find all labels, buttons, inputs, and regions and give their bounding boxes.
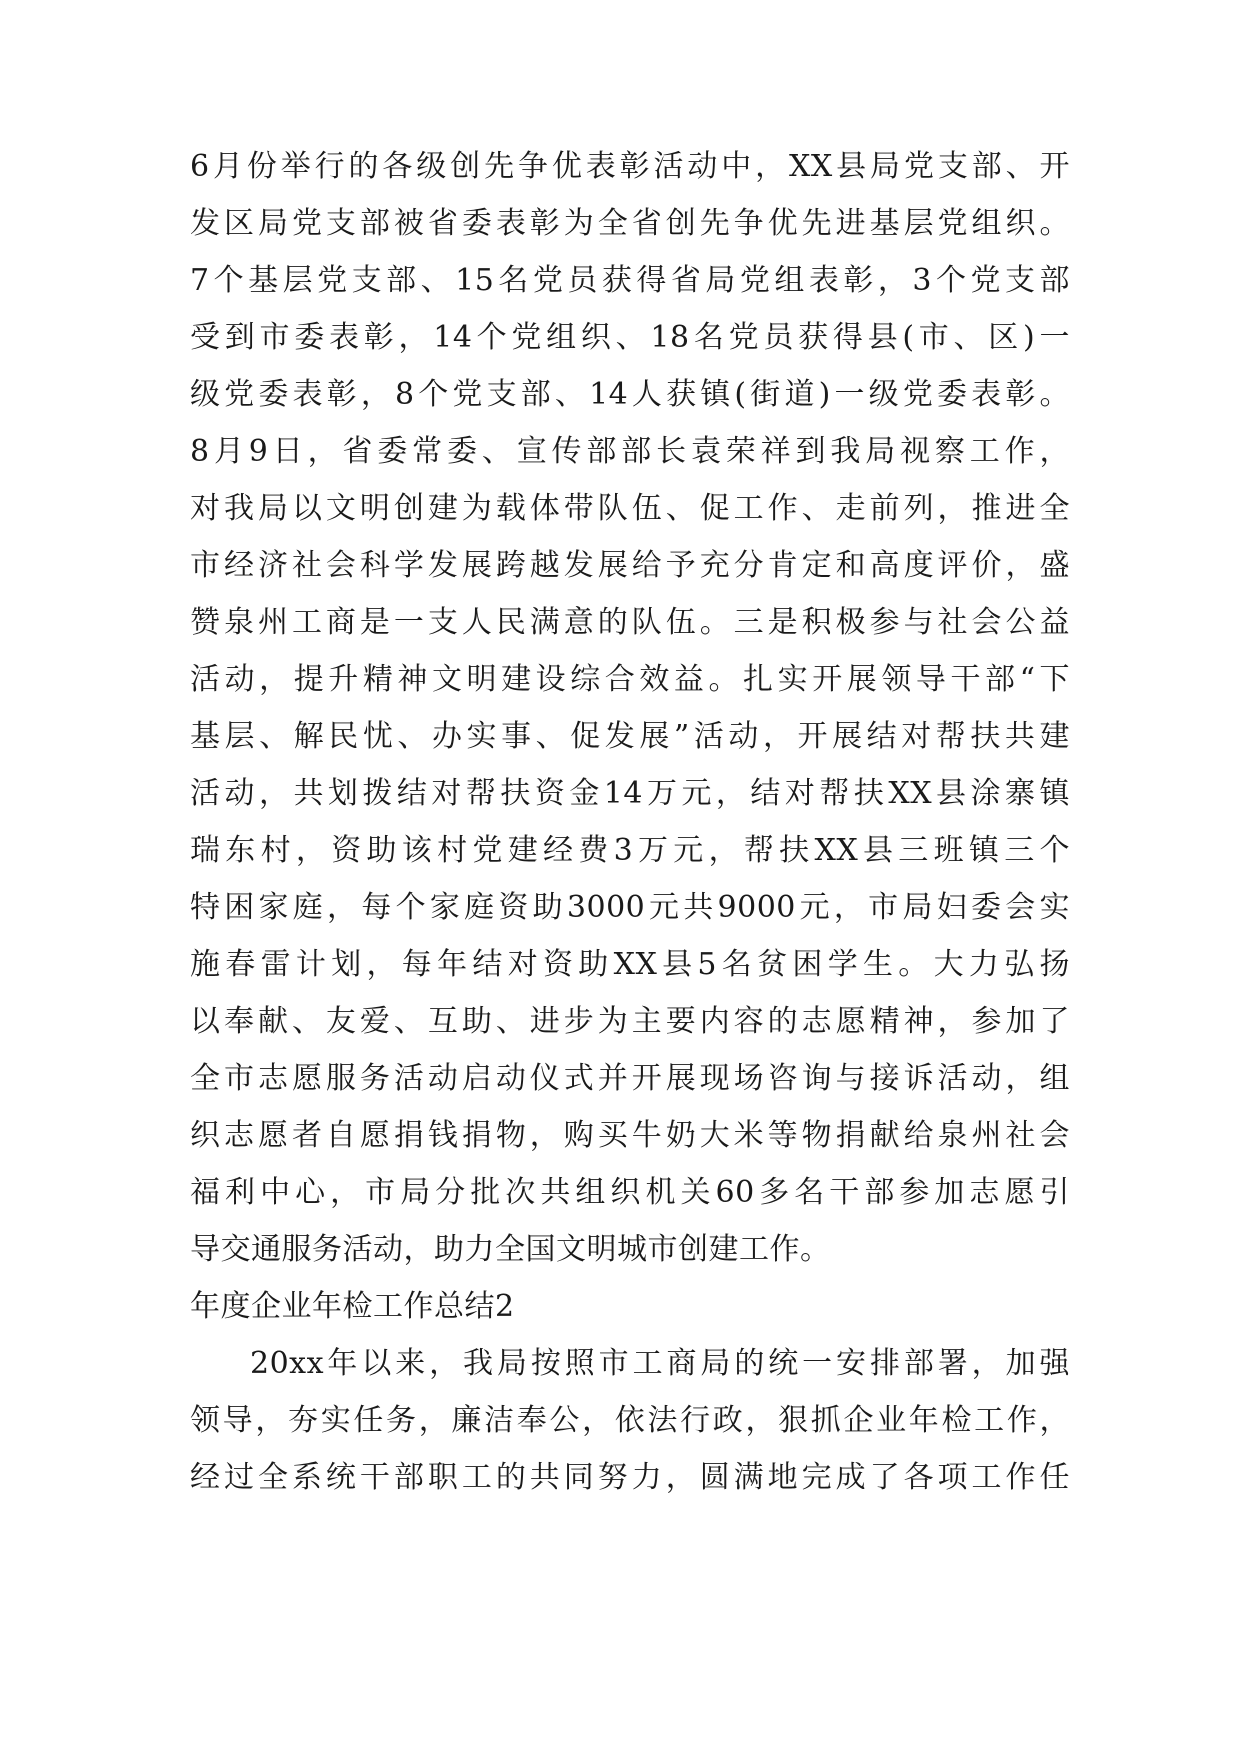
section-heading: 年度企业年检工作总结2 [190, 1289, 515, 1324]
paragraph-line: 8月9日，省委常委、宣传部部长袁荣祥到我局视察工作， [190, 434, 1070, 469]
paragraph-line: 领导，夯实任务，廉洁奉公，依法行政，狠抓企业年检工作， [190, 1403, 1070, 1438]
paragraph-line: 导交通服务活动，助力全国文明城市创建工作。 [190, 1232, 831, 1267]
paragraph-line: 基层、解民忧、办实事、促发展”活动，开展结对帮扶共建 [190, 719, 1070, 754]
paragraph-line: 瑞东村，资助该村党建经费3万元，帮扶XX县三班镇三个 [190, 833, 1070, 868]
paragraph-line: 织志愿者自愿捐钱捐物，购买牛奶大米等物捐献给泉州社会 [190, 1118, 1070, 1153]
paragraph-line: 以奉献、友爱、互助、进步为主要内容的志愿精神，参加了 [190, 1004, 1070, 1039]
paragraph-line: 经过全系统干部职工的共同努力，圆满地完成了各项工作任 [190, 1460, 1070, 1495]
paragraph-line: 受到市委表彰，14个党组织、18名党员获得县(市、区)一 [190, 320, 1070, 355]
paragraph-line: 6月份举行的各级创先争优表彰活动中，XX县局党支部、开 [190, 149, 1070, 184]
paragraph-line: 福利中心，市局分批次共组织机关60多名干部参加志愿引 [190, 1175, 1070, 1210]
paragraph-line: 7个基层党支部、15名党员获得省局党组表彰，3个党支部 [190, 263, 1070, 298]
paragraph-line: 20xx年以来，我局按照市工商局的统一安排部署，加强 [250, 1346, 1070, 1381]
paragraph-line: 赞泉州工商是一支人民满意的队伍。三是积极参与社会公益 [190, 605, 1070, 640]
paragraph-line: 活动，提升精神文明建设综合效益。扎实开展领导干部“下 [190, 662, 1070, 697]
paragraph-line: 市经济社会科学发展跨越发展给予充分肯定和高度评价，盛 [190, 548, 1070, 583]
paragraph-line: 全市志愿服务活动启动仪式并开展现场咨询与接诉活动，组 [190, 1061, 1070, 1096]
paragraph-line: 对我局以文明创建为载体带队伍、促工作、走前列，推进全 [190, 491, 1070, 526]
paragraph-line: 特困家庭，每个家庭资助3000元共9000元，市局妇委会实 [190, 890, 1070, 925]
paragraph-line: 施春雷计划，每年结对资助XX县5名贫困学生。大力弘扬 [190, 947, 1070, 982]
paragraph-line: 发区局党支部被省委表彰为全省创先争优先进基层党组织。 [190, 206, 1070, 241]
paragraph-line: 活动，共划拨结对帮扶资金14万元，结对帮扶XX县涂寨镇 [190, 776, 1070, 811]
paragraph-line: 级党委表彰，8个党支部、14人获镇(街道)一级党委表彰。 [190, 377, 1070, 412]
